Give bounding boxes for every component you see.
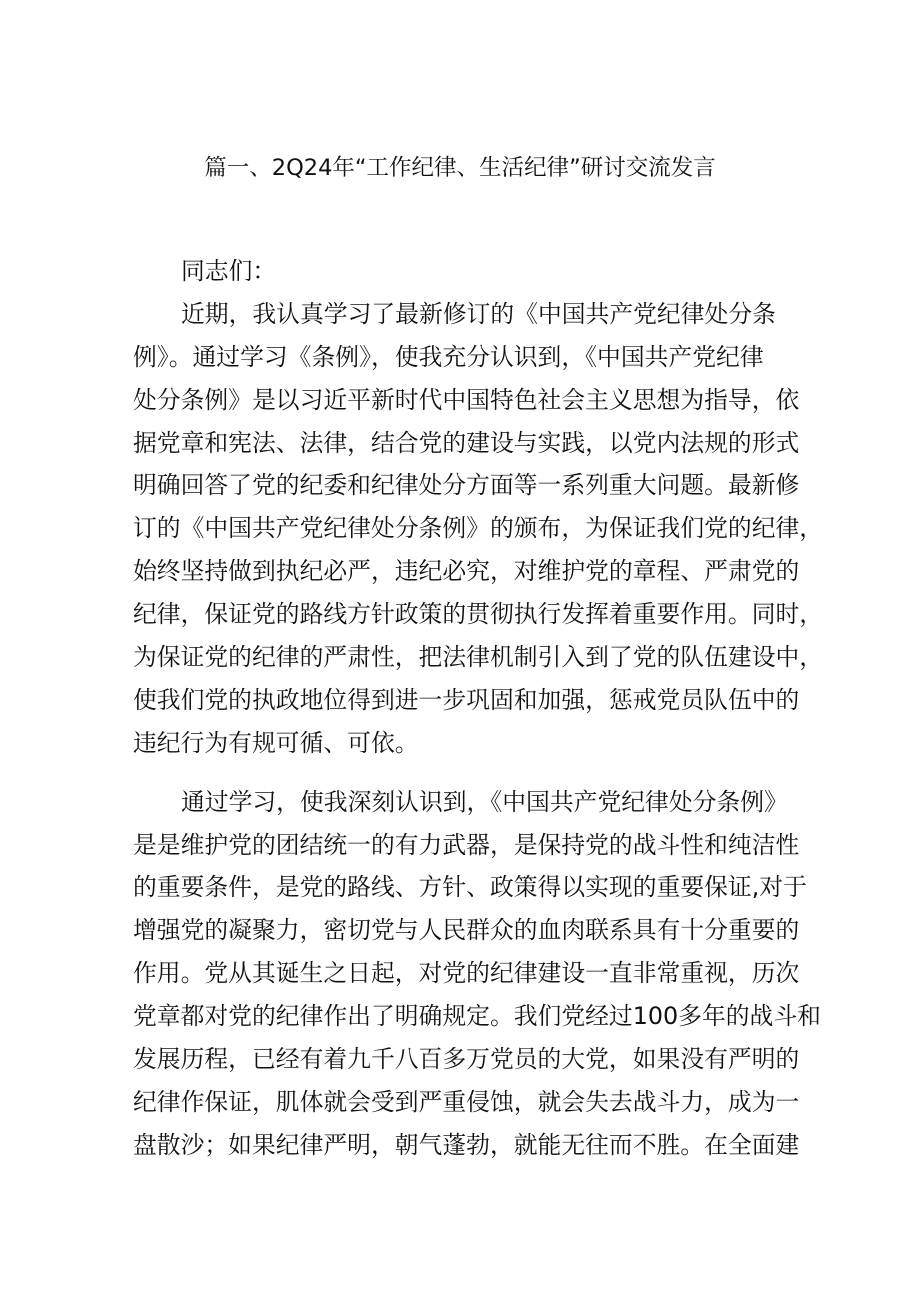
document-title: 篇一、2Q24年“工作纪律、生活纪律”研讨交流发言 <box>204 155 716 181</box>
paragraph-line: 的重要条件，是党的路线、方针、政策得以实现的重要保证,对于 <box>133 873 807 902</box>
paragraph-line: 为保证党的纪律的严肃性，把法律机制引入到了党的队伍建设中， <box>133 643 824 672</box>
paragraph-spacer <box>133 765 813 781</box>
paragraph-line: 纪律作保证，肌体就会受到严重侵蚀，就会失去战斗力，成为一 <box>133 1087 800 1116</box>
paragraph-line: 盘散沙；如果纪律严明，朝气蓬勃，就能无往而不胜。在全面建 <box>133 1130 800 1159</box>
document-body <box>133 250 824 1167</box>
salutation: 同志们： <box>181 257 277 285</box>
paragraph-line: 始终坚持做到执纪必严，违纪必究，对维护党的章程、严肃党的 <box>133 557 800 586</box>
paragraph-line: 增强党的凝聚力，密切党与人民群众的血肉联系具有十分重要的 <box>133 916 800 945</box>
paragraph-line: 违纪行为有规可循、可依。 <box>133 728 419 757</box>
paragraph-line: 发展历程，已经有着九千八百多万党员的大党，如果没有严明的 <box>133 1045 800 1074</box>
paragraph-line: 订的《中国共产党纪律处分条例》的颁布，为保证我们党的纪律， <box>133 514 824 543</box>
paragraph-line: 作用。党从其诞生之日起，对党的纪律建设一直非常重视，历次 <box>133 959 800 988</box>
paragraph-1 <box>133 293 824 765</box>
paragraph-line: 通过学习，使我深刻认识到，《中国共产党纪律处分条例》 <box>181 787 788 816</box>
paragraph-line: 党章都对党的纪律作出了明确规定。我们党经过100多年的战斗和 <box>133 1002 821 1031</box>
paragraph-line: 近期，我认真学习了最新修订的《中国共产党纪律处分条 <box>181 299 776 328</box>
paragraph-line: 处分条例》是以习近平新时代中国特色社会主义思想为指导，依 <box>133 385 800 414</box>
paragraph-line: 明确回答了党的纪委和纪律处分方面等一系列重大问题。最新修 <box>133 471 800 500</box>
paragraph-2 <box>133 781 821 1167</box>
paragraph-line: 是是维护党的团结统一的有力武器，是保持党的战斗性和纯洁性 <box>133 830 800 859</box>
paragraph-line: 例》。通过学习《条例》，使我充分认识到，《中国共产党纪律 <box>133 342 764 371</box>
paragraph-line: 使我们党的执政地位得到进一步巩固和加强，惩戒党员队伍中的 <box>133 685 800 714</box>
paragraph-line: 纪律，保证党的路线方针政策的贯彻执行发挥着重要作用。同时， <box>133 600 824 629</box>
paragraph-line: 据党章和宪法、法律，结合党的建设与实践，以党内法规的形式 <box>133 428 800 457</box>
